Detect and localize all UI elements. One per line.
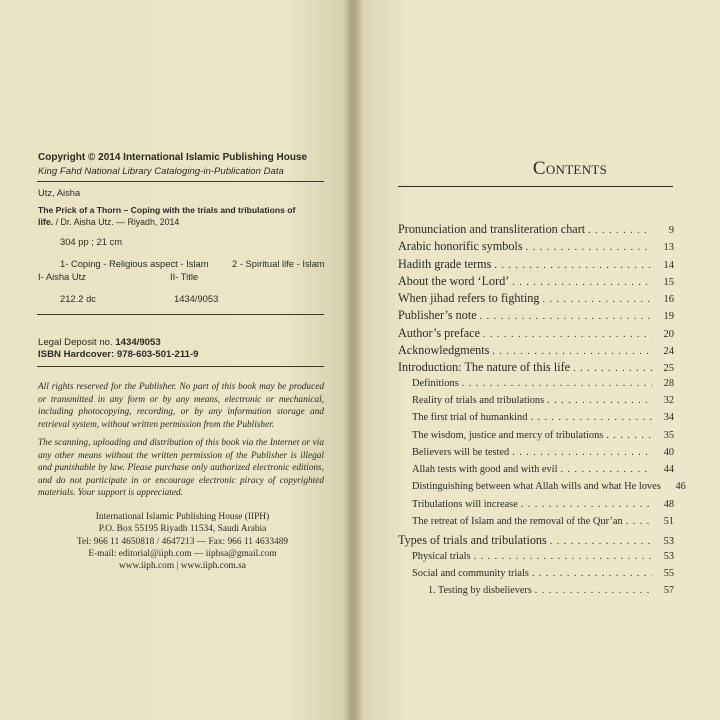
subject-4: II- Title: [170, 271, 199, 282]
toc-leader-dots: [606, 430, 652, 441]
book-title-life: life.: [38, 217, 54, 227]
rights-paragraph-1: All rights reserved for the Publisher. No part of this book may be produced or transmitted in any form or by any means, electronic or mechanical, including photocopying, recording, or by any information storage and retrieval system, without written permission from the Publisher.: [38, 382, 324, 430]
book-title-author: / Dr. Aisha Utz. — Riyadh, 2014: [53, 217, 180, 227]
publisher-web: www.iiph.com | www.iiph.com.sa: [119, 561, 246, 572]
toc-entry-label: Distinguishing between what Allah wills and what He loves: [412, 481, 661, 493]
toc-leader-dots: [521, 499, 652, 510]
toc-entry-label: Reality of trials and tribulations: [412, 394, 545, 406]
contents-heading: Contents: [532, 158, 608, 179]
class-dc: 212.2 dc: [60, 293, 96, 304]
author-line: Utz, Aisha: [38, 187, 81, 198]
toc-entry-label: 1. Testing by disbelievers: [428, 585, 532, 597]
publisher-block: [60, 511, 305, 572]
toc-entry-page: 53: [663, 550, 674, 562]
isbn-line: [38, 349, 199, 361]
toc-leader-dots: [530, 412, 652, 423]
subject-1: 1- Coping - Religious aspect - Islam: [60, 258, 209, 269]
publisher-phone: Tel: 966 11 4650818 / 4647213 — Fax: 966 11 4633489: [76, 536, 289, 547]
toc-entry-label: The wisdom, justice and mercy of tribulations: [412, 429, 604, 441]
toc-entry: [398, 343, 674, 360]
toc-entry-label: When jihad refers to fighting: [398, 291, 540, 306]
toc-entry-label: Arabic honorific symbols: [398, 239, 523, 254]
toc-entry-label: Types of trials and tribulations: [398, 533, 547, 548]
toc-leader-dots: [462, 378, 652, 389]
toc-leader-dots: [492, 346, 652, 357]
toc-leader-dots: [474, 551, 652, 562]
toc-entry: [398, 464, 674, 481]
toc-entry: [398, 568, 674, 585]
toc-entry-label: Believers will be tested: [412, 446, 510, 458]
toc-entry: [398, 378, 674, 395]
toc-leader-dots: [588, 225, 652, 236]
toc-entry: [398, 239, 674, 256]
toc-leader-dots: [526, 242, 652, 253]
toc-entry-label: The first trial of humankind: [412, 412, 528, 424]
isbn-value: 978-603-501-211-9: [116, 349, 199, 360]
toc-leader-dots: [512, 277, 652, 288]
pages-line: 304 pp ; 21 cm: [60, 236, 123, 247]
toc-entry-page: 24: [663, 346, 674, 358]
toc-leader-dots: [494, 260, 652, 271]
legal-deposit-label: Legal Deposit no.: [38, 337, 116, 348]
toc-entry-label: Introduction: The nature of this life: [398, 360, 571, 375]
toc-leader-dots: [547, 395, 652, 406]
toc-leader-dots: [573, 363, 652, 374]
toc-leader-dots: [550, 536, 652, 547]
toc-entry: [398, 516, 674, 533]
legal-deposit-line: [38, 337, 161, 349]
publisher-email: E-mail: editorial@iiph.com — iiphsa@gmail.com: [88, 548, 277, 559]
divider-middle: [37, 314, 324, 315]
toc-entry-label: Author’s preface: [398, 325, 481, 340]
toc-entry-page: 53: [663, 536, 674, 548]
book-gutter: [345, 0, 363, 720]
toc-entry: [398, 447, 674, 464]
toc-entry-page: 25: [663, 363, 674, 375]
toc-entry: [398, 585, 674, 602]
toc-entry-page: 34: [663, 412, 674, 424]
toc-entry-page: 55: [663, 567, 674, 579]
book-title-line1: The Prick of a Thorn – Coping with the trials and tribulations of: [38, 205, 296, 215]
toc-entry: [398, 274, 674, 291]
toc-entry-page: 40: [663, 446, 674, 458]
contents-rule: [398, 186, 673, 187]
toc-entry: [398, 360, 674, 377]
rights-paragraph-2: The scanning, uploading and distribution of this book via the Internet or via any other means without the written permission of the Publisher is illegal and punishable by law. Please purchase only authorized electronic editions, and do not participate in or encourage electronic piracy of copyrighted materials. Your support is appreciated.: [38, 438, 324, 499]
toc-entry: [398, 430, 674, 447]
toc-entry-page: 51: [663, 516, 674, 528]
toc-entry: [398, 551, 674, 568]
toc-entry-label: Hadith grade terms: [398, 256, 492, 271]
subject-3: I- Aisha Utz: [38, 271, 86, 282]
isbn-label: ISBN Hardcover:: [38, 349, 117, 360]
toc-entry: [398, 257, 674, 274]
toc-entry-label: Publisher’s note: [398, 308, 477, 323]
toc-entry-page: 9: [668, 225, 674, 236]
toc-leader-dots: [512, 447, 652, 458]
toc-entry: [398, 412, 674, 429]
toc-leader-dots: [626, 516, 652, 527]
toc-entry-page: 28: [663, 377, 674, 389]
toc-entry-page: 44: [663, 464, 674, 476]
toc-entry-page: 32: [663, 394, 674, 406]
toc-entry-page: 57: [663, 585, 674, 597]
legal-deposit-value: 1434/9053: [115, 337, 161, 348]
toc-entry: [398, 395, 674, 412]
subject-2: 2 - Spiritual life - Islam: [232, 258, 325, 269]
toc-entry-page: 14: [663, 259, 674, 271]
toc-leader-dots: [542, 294, 652, 305]
divider-bottom: [37, 366, 324, 367]
toc-entry-label: Physical trials: [412, 550, 471, 562]
toc-entry: [398, 533, 674, 550]
toc-leader-dots: [535, 585, 652, 596]
table-of-contents: [398, 222, 686, 603]
toc-entry-page: 19: [663, 311, 674, 323]
toc-entry-page: 35: [663, 429, 674, 441]
toc-entry: [398, 481, 686, 498]
toc-entry: [398, 326, 674, 343]
toc-entry-page: 20: [663, 328, 674, 340]
publisher-name: International Islamic Publishing House (IIPH): [95, 512, 270, 522]
book-title-line2: [38, 216, 179, 228]
toc-entry-label: Acknowledgments: [398, 343, 490, 358]
toc-entry: [398, 499, 674, 516]
toc-entry-label: Tribulations will increase: [412, 498, 518, 510]
toc-entry-label: Allah tests with good and with evil: [412, 464, 558, 476]
publisher-address: P.O. Box 55195 Riyadh 11534, Saudi Arabia: [98, 524, 267, 535]
toc-entry: [398, 291, 674, 308]
toc-leader-dots: [480, 311, 652, 322]
copyright-line: Copyright © 2014 International Islamic Publishing House: [38, 152, 308, 163]
toc-leader-dots: [532, 568, 652, 579]
toc-entry-page: 48: [663, 498, 674, 510]
class-no: 1434/9053: [174, 293, 219, 304]
toc-leader-dots: [483, 329, 652, 340]
toc-entry-label: Definitions: [412, 377, 459, 389]
toc-leader-dots: [560, 464, 652, 475]
toc-entry-label: Social and community trials: [412, 567, 529, 579]
toc-entry-page: 13: [663, 242, 674, 254]
toc-entry-label: About the word ‘Lord’: [398, 273, 510, 288]
toc-entry-page: 46: [675, 481, 686, 493]
toc-entry: [398, 222, 674, 239]
toc-entry-page: 15: [663, 276, 674, 288]
toc-entry: [398, 308, 674, 325]
cataloging-line: King Fahd National Library Cataloging-in-Publication Data: [38, 166, 284, 177]
toc-entry-label: The retreat of Islam and the removal of the Qur’an: [412, 516, 623, 528]
toc-entry-page: 16: [663, 294, 674, 306]
divider-top: [37, 181, 324, 182]
toc-entry-label: Pronunciation and transliteration chart: [398, 222, 586, 236]
